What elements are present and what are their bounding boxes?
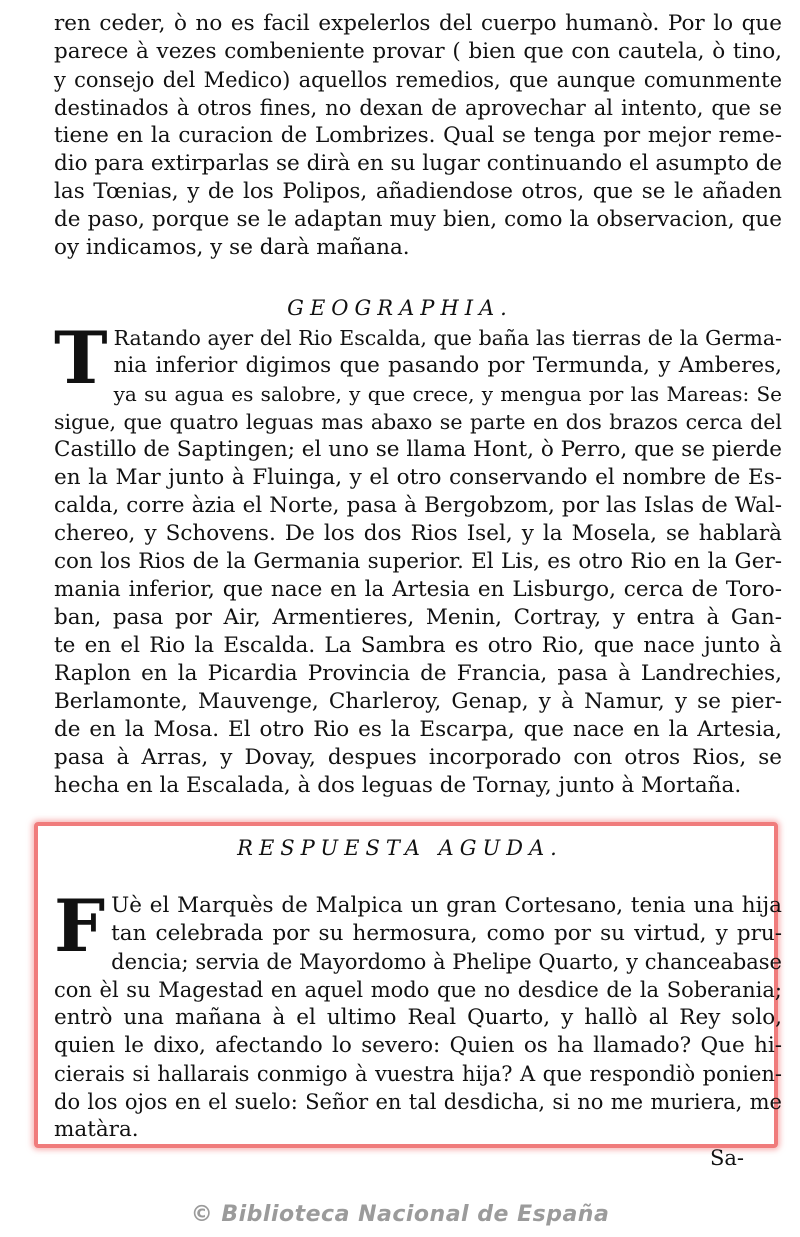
text-line: tiene en la curacion de Lombrizes. Qual se tenga por mejor reme- <box>54 123 782 148</box>
text-line: sigue, que quatro leguas mas abaxo se parte en dos brazos cerca del <box>54 410 782 434</box>
library-watermark: © Biblioteca Nacional de España <box>190 1202 610 1227</box>
geographia-heading: GEOGRAPHIA. <box>287 296 513 320</box>
text-line: dio para extirparlas se dirà en su lugar continuando el asumpto de <box>54 151 783 176</box>
text-line: ban, pasa por Air, Armentieres, Menin, Cortray, y entra à Gan- <box>54 605 782 630</box>
text-line: destinados à otros fines, no dexan de aprovechar al intento, que se <box>54 96 782 120</box>
geographia-paragraph <box>54 315 782 800</box>
text-line: parece à vezes combeniente provar ( bien que con cautela, ò tino, <box>54 39 782 64</box>
text-line: entrò una mañana à el ultimo Real Quarto, y hallò al Rey solo, <box>54 1005 782 1030</box>
text-line: matàra. <box>54 1117 139 1142</box>
text-line: en la Mar junto à Fluinga, y el otro conservando el nombre de Es- <box>54 465 782 490</box>
text-line: dencia; servia de Mayordomo à Phelipe Quarto, y chanceabase <box>111 950 782 974</box>
drop-cap: T <box>54 315 108 400</box>
text-line: hecha en la Escalada, à dos leguas de Tornay, junto à Mortaña. <box>54 773 742 798</box>
text-line: chereo, y Schovens. De los dos Rios Isel, y la Mosela, se hablarà <box>54 521 782 546</box>
text-line: te en el Rio la Escalda. La Sambra es otro Rio, que nace junto à <box>54 633 782 658</box>
text-line: de en la Mosa. El otro Rio es la Escarpa, que nace en la Artesia, <box>54 717 782 742</box>
text-line: quien le dixo, afectando lo severo: Quien os ha llamado? Que hi- <box>54 1033 782 1058</box>
text-line: Castillo de Saptingen; el uno se llama Hont, ò Perro, que se pierde <box>54 437 782 462</box>
text-line: cierais si hallarais conmigo à vuestra hija? A que respondiò ponien- <box>54 1062 782 1086</box>
text-line: ya su agua es salobre, y que crece, y mengua por las Mareas: Se <box>113 382 782 406</box>
text-line: mania inferior, que nace en la Artesia en Lisburgo, cerca de Toro- <box>54 577 782 602</box>
text-line: tan celebrada por su hermosura, como por su virtud, y pru- <box>111 921 782 946</box>
text-line: do los ojos en el suelo: Señor en tal desdicha, si no me muriera, me <box>54 1090 782 1114</box>
respuesta-heading: RESPUESTA AGUDA. <box>237 836 563 860</box>
respuesta-paragraph <box>54 883 782 1144</box>
text-line: nia inferior digimos que pasando por Termunda, y Amberes, <box>113 353 782 378</box>
drop-cap: F <box>54 883 106 968</box>
text-line: ren ceder, ò no es facil expelerlos del cuerpo humanò. Por lo que <box>54 11 782 36</box>
text-line: pasa à Arras, y Dovay, despues incorporado con otros Rios, se <box>54 745 782 770</box>
text-line: oy indicamos, y se darà mañana. <box>54 235 410 260</box>
text-line: Uè el Marquès de Malpica un gran Cortesano, tenia una hija <box>111 893 782 918</box>
text-line: y consejo del Medico) aquellos remedios, que aunque comunmente <box>54 68 782 92</box>
text-line: calda, corre àzia el Norte, pasa à Bergobzom, por las Islas de Wal- <box>54 493 782 518</box>
text-line: Raplon en la Picardia Provincia de Francia, pasa à Landrechies, <box>54 661 782 686</box>
catchword: Sa- <box>709 1146 744 1170</box>
text-line: Ratando ayer del Rio Escalda, que baña las tierras de la Germa- <box>113 326 782 350</box>
intro-paragraph <box>54 10 782 262</box>
text-line: Berlamonte, Mauvenge, Charleroy, Genap, y à Namur, y se pier- <box>54 689 782 714</box>
text-line: con los Rios de la Germania superior. El Lis, es otro Rio en la Ger- <box>54 549 782 574</box>
text-line: con èl su Magestad en aquel modo que no desdice de la Soberania; <box>54 978 782 1002</box>
text-line: de paso, porque se le adaptan muy bien, como la observacion, que <box>54 207 782 232</box>
text-line: las Tœnias, y de los Polipos, añadiendose otros, que se le añaden <box>54 179 782 204</box>
